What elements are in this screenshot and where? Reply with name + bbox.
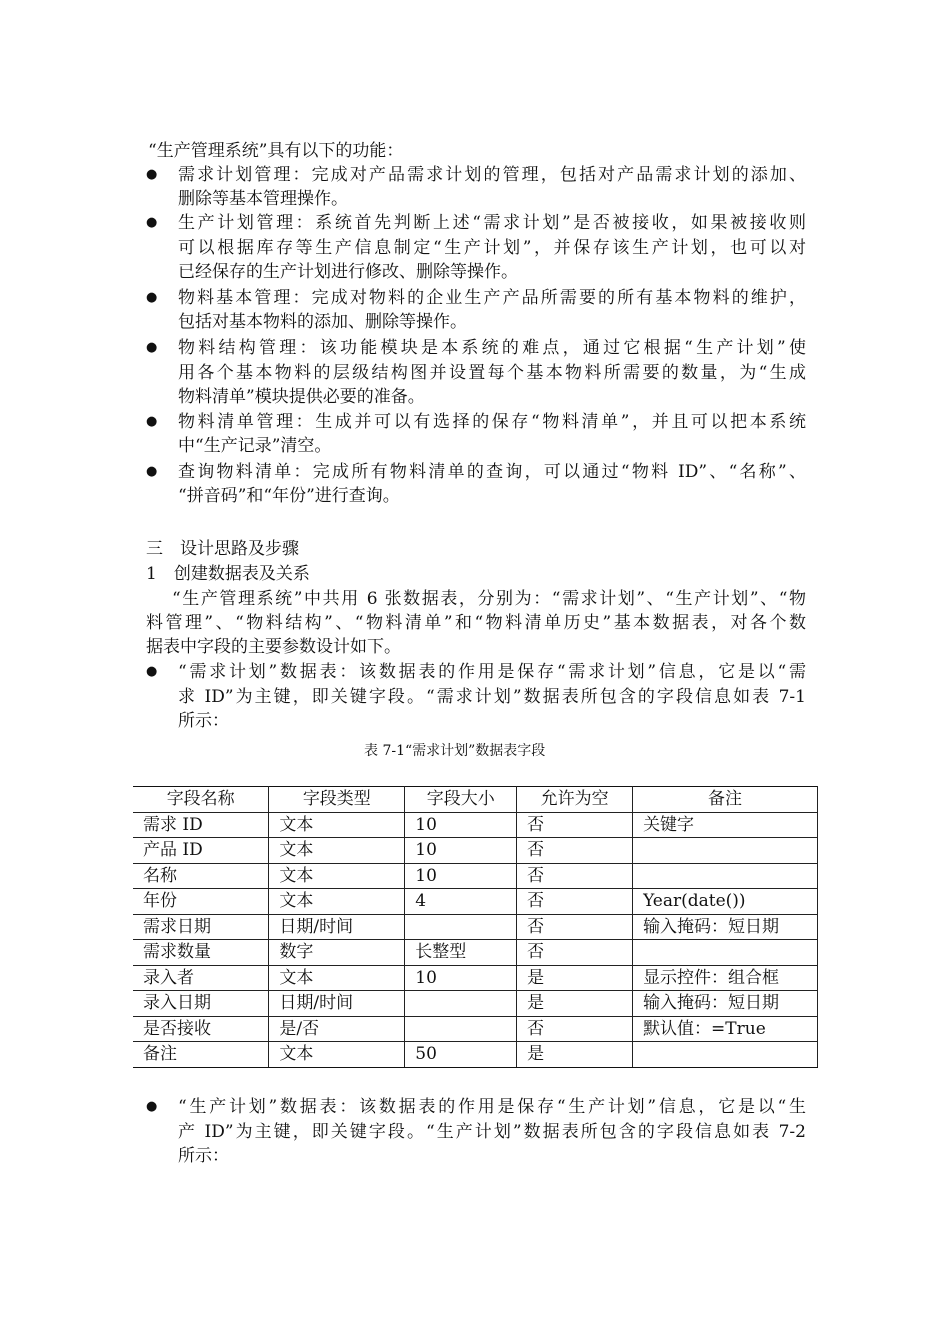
table-caption: 表 7-1“需求计划”数据表字段 <box>364 743 546 759</box>
production-line-2: 产 ID”为主键，即关键字段。“生产计划”数据表所包含的字段信息如表 7-2 <box>178 1122 806 1142</box>
table-cell: 产品 ID <box>133 838 269 864</box>
table-cell: 文本 <box>269 965 405 991</box>
bullet-icon: ● <box>146 464 158 479</box>
table-cell <box>633 1042 818 1068</box>
table-cell: 10 <box>405 863 517 889</box>
table-cell: 日期/时间 <box>269 914 405 940</box>
feature-1-line-2: 删除等基本管理操作。 <box>178 189 348 209</box>
table-cell: 否 <box>517 889 633 915</box>
table-cell: 10 <box>405 838 517 864</box>
table-cell: 输入掩码：短日期 <box>633 914 818 940</box>
table-header-row <box>133 787 818 813</box>
table-cell: 录入者 <box>133 965 269 991</box>
table-cell: 年份 <box>133 889 269 915</box>
table-cell: 需求日期 <box>133 914 269 940</box>
bullet-icon: ● <box>146 215 158 230</box>
table-row <box>133 965 818 991</box>
table-cell: 是 <box>517 991 633 1017</box>
table-header-cell: 字段名称 <box>133 787 269 813</box>
table-header-cell: 允许为空 <box>517 787 633 813</box>
table-row <box>133 914 818 940</box>
bullet-icon: ● <box>146 1099 158 1114</box>
table-cell: 是 <box>517 1042 633 1068</box>
table-header-cell: 字段大小 <box>405 787 517 813</box>
feature-5-line-2: 中“生产记录”清空。 <box>178 436 332 456</box>
bullet-icon: ● <box>146 340 158 355</box>
table-cell <box>405 1016 517 1042</box>
feature-4-line-1: 物料结构管理：该功能模块是本系统的难点，通过它根据“生产计划”使 <box>178 338 806 358</box>
table-cell: 10 <box>405 812 517 838</box>
demand-fields-table <box>133 786 818 1068</box>
section-heading: 三 设计思路及步骤 <box>146 539 299 559</box>
table-cell: 关键字 <box>633 812 818 838</box>
feature-3-line-1: 物料基本管理：完成对物料的企业生产产品所需要的所有基本物料的维护， <box>178 288 806 308</box>
feature-2-line-3: 已经保存的生产计划进行修改、删除等操作。 <box>178 262 518 282</box>
paragraph-line-3: 据表中字段的主要参数设计如下。 <box>146 637 401 657</box>
production-line-3: 所示： <box>178 1146 229 1166</box>
table-cell: 文本 <box>269 812 405 838</box>
table-cell: 否 <box>517 838 633 864</box>
table-cell: 否 <box>517 1016 633 1042</box>
table-row <box>133 838 818 864</box>
table-cell: 显示控件：组合框 <box>633 965 818 991</box>
table-cell <box>633 838 818 864</box>
table-row <box>133 991 818 1017</box>
table-cell <box>633 940 818 966</box>
feature-3-line-2: 包括对基本物料的添加、删除等操作。 <box>178 312 467 332</box>
bullet-icon: ● <box>146 414 158 429</box>
table-cell: 文本 <box>269 838 405 864</box>
table-cell: 否 <box>517 863 633 889</box>
table-cell: 输入掩码：短日期 <box>633 991 818 1017</box>
table-cell: 默认值：=True <box>633 1016 818 1042</box>
table-cell: 文本 <box>269 889 405 915</box>
feature-4-line-2: 用各个基本物料的层级结构图并设置每个基本物料所需要的数量，为“生成 <box>178 363 806 383</box>
table-cell: 日期/时间 <box>269 991 405 1017</box>
table-cell: 否 <box>517 940 633 966</box>
feature-1-line-1: 需求计划管理：完成对产品需求计划的管理，包括对产品需求计划的添加、 <box>178 165 806 185</box>
table-row <box>133 863 818 889</box>
table-row <box>133 889 818 915</box>
bullet-icon: ● <box>146 664 158 679</box>
table-cell: 数字 <box>269 940 405 966</box>
intro-line: “生产管理系统”具有以下的功能： <box>148 141 404 161</box>
feature-2-line-2: 可以根据库存等生产信息制定“生产计划”，并保存该生产计划，也可以对 <box>178 238 806 258</box>
table-cell: 是否接收 <box>133 1016 269 1042</box>
table-cell: 是 <box>517 965 633 991</box>
feature-6-line-1: 查询物料清单：完成所有物料清单的查询，可以通过“物料 ID”、“名称”、 <box>178 462 806 482</box>
table-row <box>133 1042 818 1068</box>
table-cell: 否 <box>517 914 633 940</box>
table-cell: 录入日期 <box>133 991 269 1017</box>
table-cell <box>405 914 517 940</box>
feature-4-line-3: 物料清单”模块提供必要的准备。 <box>178 387 425 407</box>
feature-6-line-2: “拼音码”和“年份”进行查询。 <box>178 486 400 506</box>
table-row <box>133 1016 818 1042</box>
table-cell: 4 <box>405 889 517 915</box>
table-row <box>133 812 818 838</box>
table-cell: 文本 <box>269 863 405 889</box>
table-cell <box>405 991 517 1017</box>
bullet-icon: ● <box>146 167 158 182</box>
table-cell: 50 <box>405 1042 517 1068</box>
feature-5-line-1: 物料清单管理：生成并可以有选择的保存“物料清单”，并且可以把本系统 <box>178 412 806 432</box>
demand-line-1: “需求计划”数据表：该数据表的作用是保存“需求计划”信息，它是以“需 <box>178 662 806 682</box>
table-cell <box>633 863 818 889</box>
table-row <box>133 940 818 966</box>
feature-2-line-1: 生产计划管理：系统首先判断上述“需求计划”是否被接收，如果被接收则 <box>178 213 806 233</box>
table-cell: 长整型 <box>405 940 517 966</box>
table-cell: 名称 <box>133 863 269 889</box>
paragraph-line-1: “生产管理系统”中共用 6 张数据表，分别为：“需求计划”、“生产计划”、“物 <box>172 589 806 609</box>
table-cell: 否 <box>517 812 633 838</box>
table-cell: 需求 ID <box>133 812 269 838</box>
table-cell: 是/否 <box>269 1016 405 1042</box>
demand-line-3: 所示： <box>178 711 229 731</box>
paragraph-line-2: 料管理”、“物料结构”、“物料清单”和“物料清单历史”基本数据表，对各个数 <box>146 613 806 633</box>
demand-line-2: 求 ID”为主键，即关键字段。“需求计划”数据表所包含的字段信息如表 7-1 <box>178 687 806 707</box>
production-line-1: “生产计划”数据表：该数据表的作用是保存“生产计划”信息，它是以“生 <box>178 1097 806 1117</box>
bullet-icon: ● <box>146 290 158 305</box>
table-header-cell: 字段类型 <box>269 787 405 813</box>
subsection-heading: 1 创建数据表及关系 <box>146 564 310 584</box>
table-cell: 备注 <box>133 1042 269 1068</box>
table-cell: 10 <box>405 965 517 991</box>
table-cell: 需求数量 <box>133 940 269 966</box>
table-header-cell: 备注 <box>633 787 818 813</box>
table-cell: 文本 <box>269 1042 405 1068</box>
table-cell: Year(date()) <box>633 889 818 915</box>
